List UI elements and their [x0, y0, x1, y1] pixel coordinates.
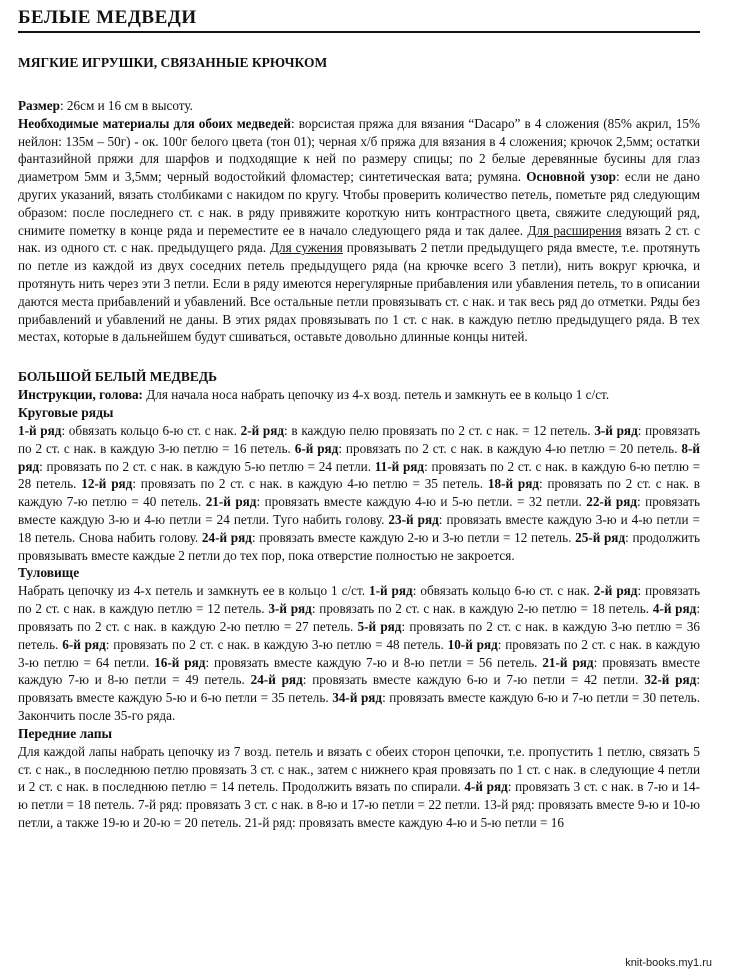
row-label: 10-й ряд	[447, 636, 498, 652]
document-page	[18, 6, 700, 832]
decrease-text: провязывать 2 петли предыдущего ряда вместе, т.е. протянуть по петле из каждой из двух соседних петель предыдущего ряда (на крючке всего 3 петли), нить вокруг крючка, и протянуть нить через эти 3 петли. Если в ряду имеются нерегулярные прибавления или убавления петель, то в описании даются места прибавлений и убавлений. Все остальные петли провязывать ст. с нак. и так весь ряд до отметки. Ряды без прибавлений и убавлений не даны. В этих рядах провязывать по 1 ст. с нак. в каждую петлю предыдущего ряда. В тех местах, которые в дальнейшем будут сшиваться, оставьте довольно длинные концы нитей.	[18, 240, 700, 345]
row-text: : провязать по 2 ст. с нак. в каждую 3-ю петлю = 64 петли.	[18, 636, 700, 670]
row-text: : провязать по 2 ст. с нак. в каждую 7-ю петлю = 40 петель.	[18, 476, 701, 510]
row-label: 11-й ряд	[374, 458, 425, 474]
size-label: Размер	[18, 98, 60, 113]
row-label: 21-й ряд	[205, 494, 257, 510]
row-label: 5-й ряд	[357, 618, 402, 634]
row-text: : провязать по 2 ст. с нак. в каждую 4-ю петлю = 20 петель.	[338, 440, 682, 456]
subheading-round-rows: Круговые ряды	[18, 404, 114, 420]
pattern-text: : если не дано других указаний, вязать столбиками с накидом по кругу. Чтобы проверить количество петель, пометьте ряд следующим образом: после последнего ст. с нак. в ряду привяжите короткую нить контрастного цвета, свяжите следующий ряд, снимите пометку в конце ряда и переместите ее в начало следующего ряда и так далее.	[18, 169, 700, 238]
row-label: 21-й ряд	[542, 654, 594, 670]
row-text: : провязать по 2 ст. с нак. в каждую 2-ю петлю = 27 петель.	[18, 601, 700, 634]
size-text: : 26см и 16 см в высоту.	[59, 98, 193, 113]
row-text: : провязать по 2 ст. с нак. в каждую 5-ю петлю = 24 петли.	[39, 458, 375, 474]
row-text: : провязать вместе каждую 3-ю и 4-ю петли = 18 петель. Снова набить голову.	[18, 511, 700, 545]
subheading-body: Туловище	[18, 565, 80, 581]
intro-paragraph	[18, 97, 700, 346]
row-label: 3-й ряд	[594, 422, 638, 438]
page-subtitle: МЯГКИЕ ИГРУШКИ, СВЯЗАННЫЕ КРЮЧКОМ	[18, 55, 328, 70]
body-paragraph	[18, 582, 700, 724]
increase-text: вязать 2 ст. с нак. из одного ст. с нак. предыдущего ряда.	[18, 222, 700, 256]
row-label: 3-й ряд	[268, 601, 312, 617]
row-label: 34-й ряд	[332, 690, 383, 706]
row-label: 25-й ряд	[575, 529, 626, 545]
page-title: БЕЛЫЕ МЕДВЕДИ	[18, 6, 700, 33]
row-label: 1-й ряд	[369, 583, 413, 599]
row-label: 6-й ряд	[62, 636, 106, 652]
materials-label: Необходимые материалы для обоих медведей	[18, 115, 291, 131]
paws-rest: : провязать 3 ст. с нак. в 7-ю и 14-ю петли = 18 петель. 7-й ряд: провязать 3 ст. с нак. в 8-ю и 17-ю петли = 22 петли. 13-й ряд: провязать вместе 9-ю и 10-ю петли, а также 19-ю и 20-ю = 20 петель. 21-й ряд: провязать вместе каждую 4-ю и 5-ю петли = 16	[18, 779, 700, 830]
decrease-label: Для сужения	[270, 240, 343, 256]
row-label: 2-й ряд	[240, 422, 285, 438]
row-text: : провязать по 2 ст. с нак. в каждую 3-ю петлю = 36 петель.	[18, 618, 701, 652]
section-heading-big-bear: БОЛЬШОЙ БЕЛЫЙ МЕДВЕДЬ	[18, 369, 218, 385]
row-text: : провязать по 2 ст. с нак. в каждую петлю = 12 петель.	[18, 583, 700, 617]
row-text: : обвязать кольцо 6-ю ст. с нак.	[412, 583, 594, 599]
row-text: : провязать по 2 ст. с нак. в каждую 3-ю петлю = 16 петель.	[18, 422, 700, 456]
row-label: 4-й ряд	[652, 601, 697, 617]
row-label: 22-й ряд	[586, 494, 638, 510]
pattern-label: Основной узор	[526, 169, 617, 185]
row-label: 32-й ряд	[644, 672, 697, 688]
instructions-paragraph	[18, 386, 700, 404]
row-text: : провязать вместе каждую 3-ю и 4-ю петли = 24 петли. Туго набить голову.	[18, 494, 700, 527]
row-text: : провязать вместе каждую 2-ю и 3-ю петли = 12 петель.	[251, 529, 576, 545]
front-paws-paragraph	[18, 743, 700, 832]
body-intro: Набрать цепочку из 4-х петель и замкнуть ее в кольцо 1 с/ст.	[18, 583, 369, 599]
increase-label: Для расширения	[527, 222, 622, 238]
row-text: : провязать по 2 ст. с нак. в каждую 3-ю петлю = 48 петель.	[105, 636, 448, 652]
row-text: : обвязать кольцо 6-ю ст. с нак.	[61, 422, 241, 438]
row-text: : продолжить провязывать вместе каждые 2 петли до тех пор, пока отверстие полностью не закроется.	[18, 529, 700, 563]
row-label: 8-й ряд	[18, 440, 700, 474]
subheading-front-paws: Передние лапы	[18, 725, 113, 741]
row-label: 24-й ряд	[250, 672, 303, 688]
instructions-text: Для начала носа набрать цепочку из 4-х возд. петель и замкнуть ее в кольцо 1 с/ст.	[142, 387, 610, 403]
row-text: : провязать вместе каждую 6-ю и 7-ю петли = 30 петель. Закончить после 35-го ряда.	[18, 690, 700, 723]
row-label: 16-й ряд	[154, 654, 206, 670]
row-label: 1-й ряд	[18, 422, 62, 438]
instructions-label: Инструкции, голова:	[18, 387, 143, 403]
row-text: : провязать по 2 ст. с нак. в каждую 6-ю петлю = 28 петель.	[18, 458, 701, 492]
row-label: 6-й ряд	[294, 440, 339, 456]
site-watermark: knit-books.my1.ru	[625, 957, 712, 969]
row-label: 24-й ряд	[201, 529, 252, 545]
row-text: : провязать вместе каждую 7-ю и 8-ю петли = 56 петель.	[205, 654, 543, 670]
row-text: : провязать по 2 ст. с нак. в каждую 2-ю петлю = 18 петель.	[311, 601, 653, 617]
paws-intro: Для каждой лапы набрать цепочку из 7 возд. петель и вязать с обеих сторон цепочки, т.е. пропустить 1 петлю, связать 5 ст. с нак., в последнюю петлю провязать 3 ст. с нак., затем с нижнего края провязать по 1 ст. с нак. в следующие 4 петли и 2 ст. с нак. в последнюю петлю = 14 петель. Продолжить вязать по спирали.	[18, 743, 700, 795]
row-label: 18-й ряд	[487, 476, 540, 492]
materials-text: : ворсистая пряжа для вязания “Dacapo” в 4 сложения (85% акрил, 15% нейлон: 135м – 50г) - ок. 100г белого цвета (тон 01); черная х/б пряжа для вязания в 4 сложения; крючок 2,5мм; остатки фантазийной пряжи для шарфов и подходящие к ней по размеру спицы; по 2 белые деревянные бусины для глаз диаметром 5мм и 3,5мм; черный водостойкий фломастер; синтетическая вата; румяна.	[18, 115, 701, 185]
row-text: : в каждую пелю провязать по 2 ст. с нак. = 12 петель.	[284, 422, 595, 438]
row-label: 4-й ряд	[464, 779, 508, 795]
row-text: : провязать по 2 ст. с нак. в каждую 4-ю петлю = 35 петель.	[132, 476, 488, 492]
row-text: : провязать вместе каждую 7-ю и 8-ю петли = 49 петель.	[18, 654, 700, 688]
round-rows-paragraph	[18, 422, 700, 564]
row-label: 23-й ряд	[388, 511, 439, 527]
row-label: 2-й ряд	[593, 583, 638, 599]
row-text: : провязать вместе каждую 4-ю и 5-ю петли. = 32 петли.	[256, 494, 587, 510]
row-text: : провязать вместе каждую 5-ю и 6-ю петли = 35 петель.	[18, 672, 700, 706]
row-text: : провязать вместе каждую 6-ю и 7-ю петли = 42 петли.	[302, 672, 645, 688]
row-label: 12-й ряд	[81, 476, 133, 492]
